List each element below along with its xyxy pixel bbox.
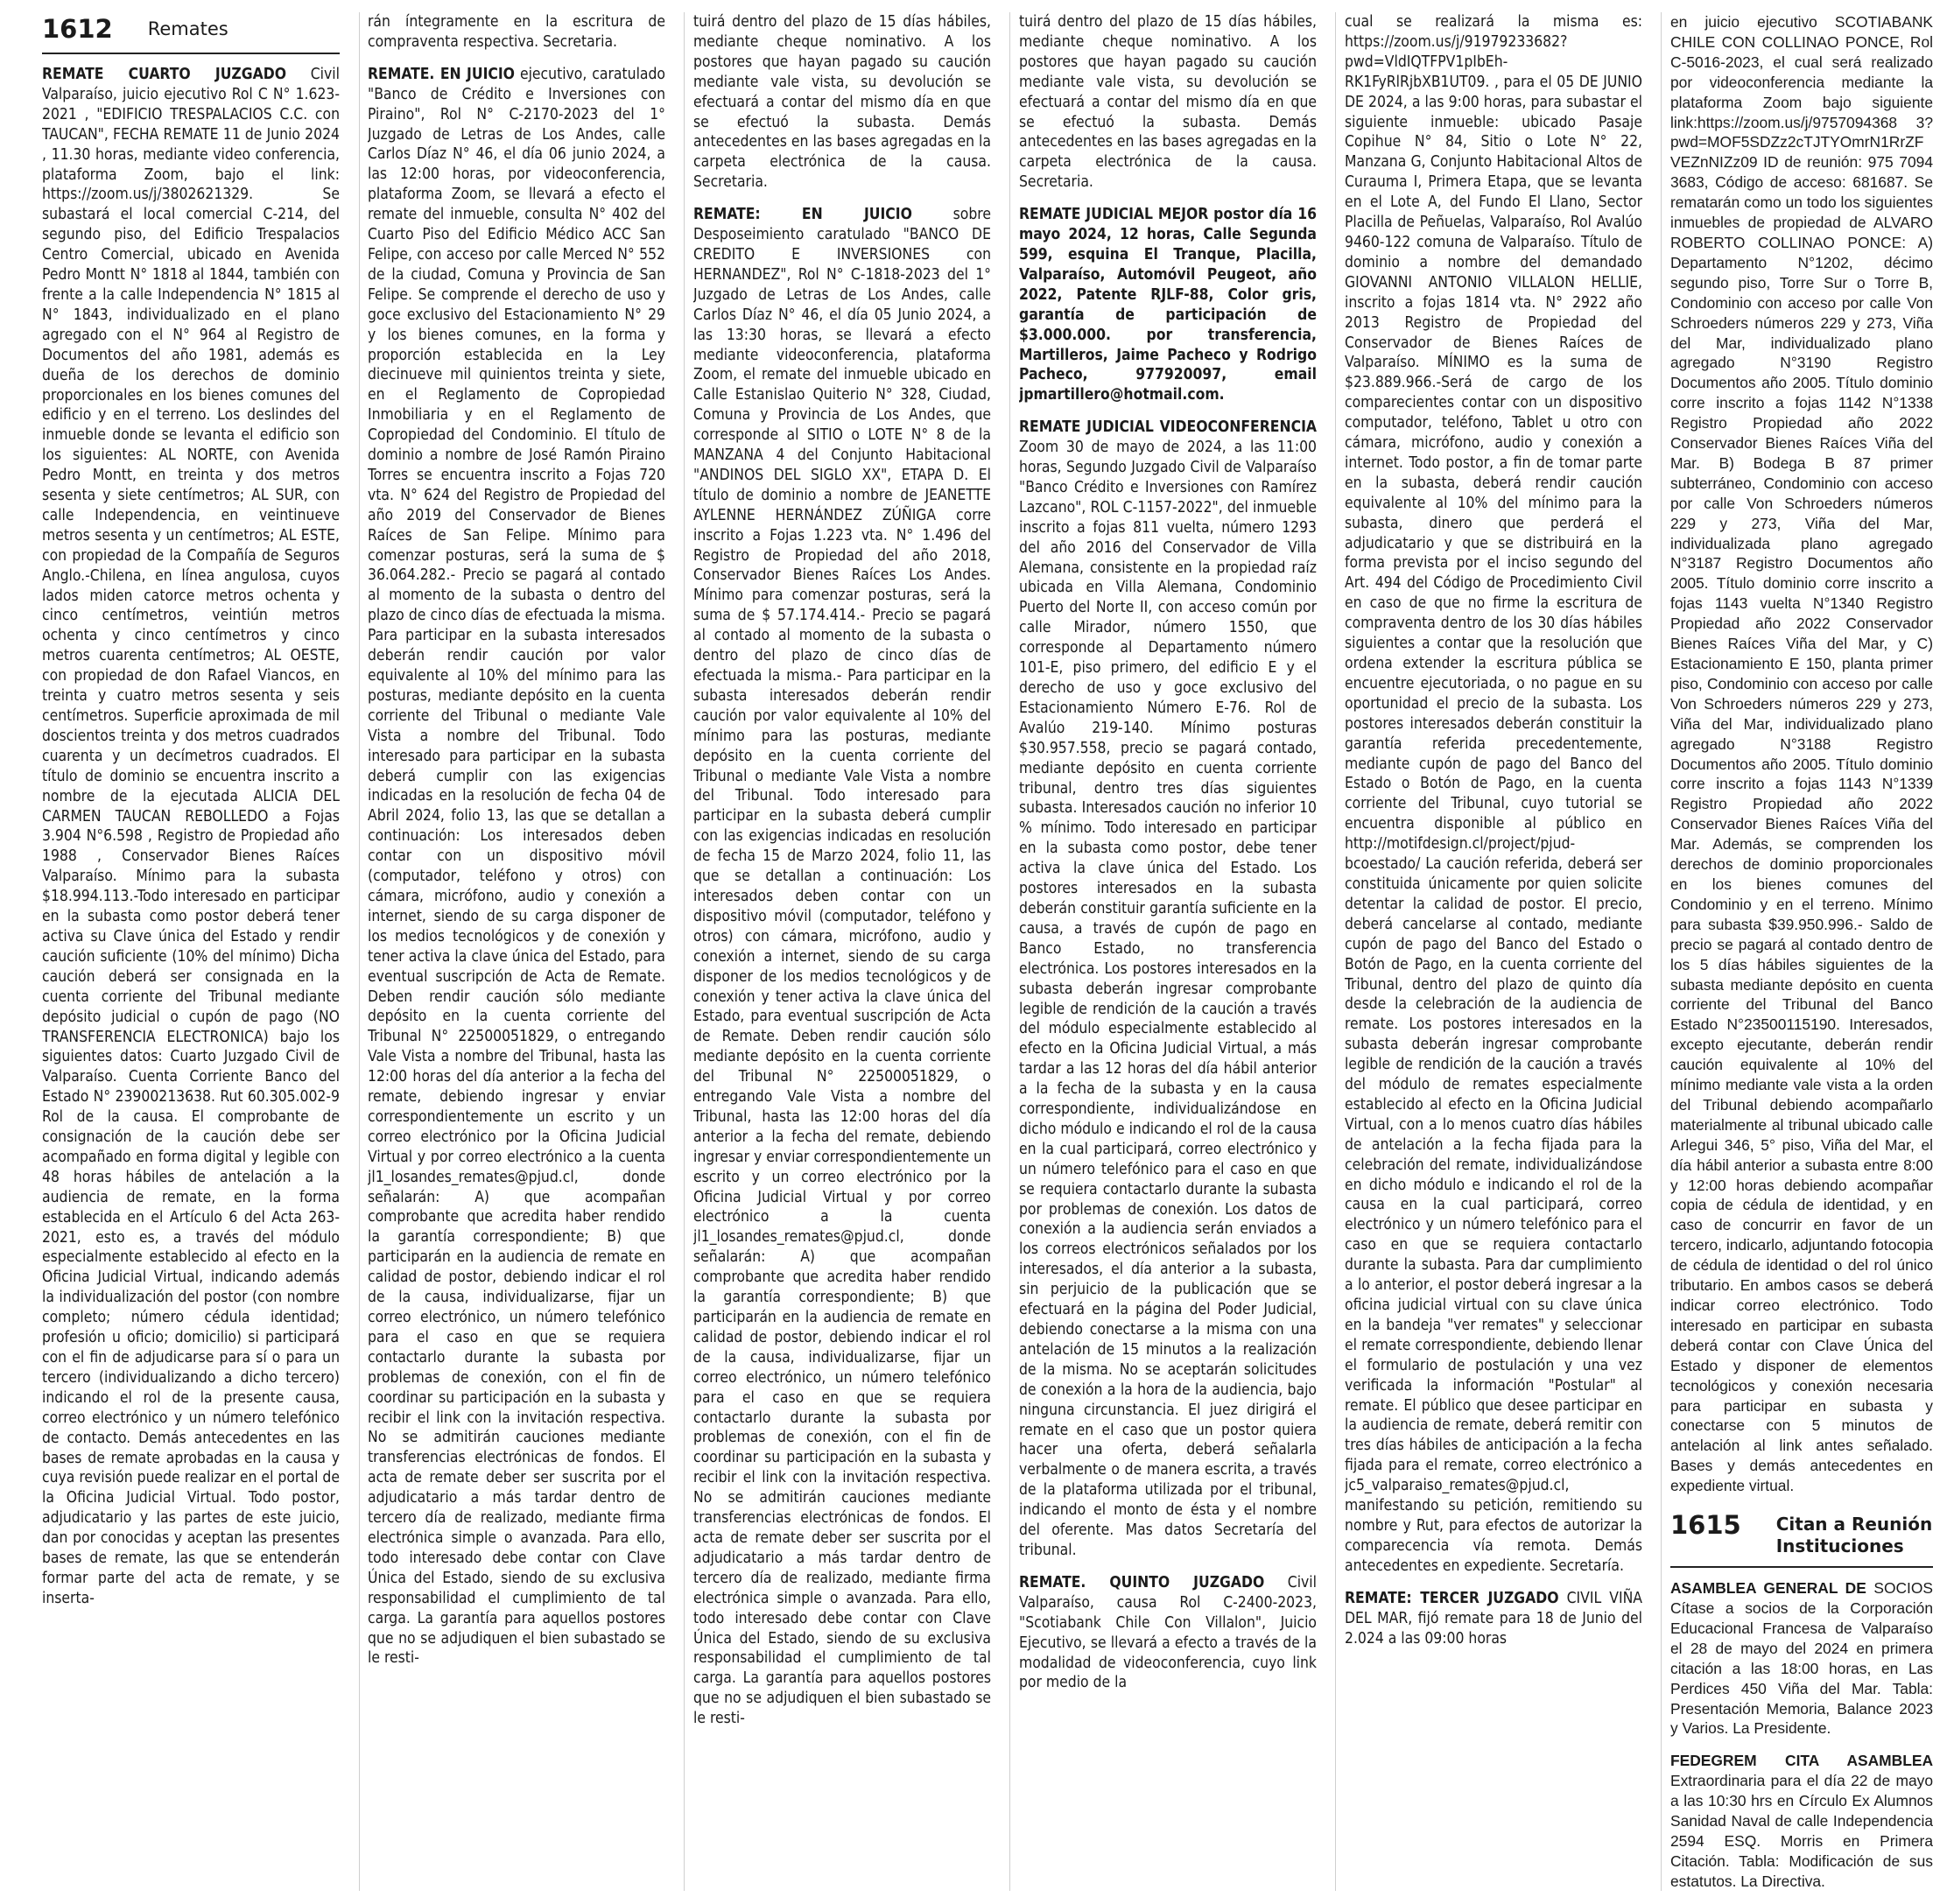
notices [1345, 12, 1642, 1648]
notice-text: tuirá dentro del plazo de 15 días hábiles, mediante cheque nominativo. A los postores que hayan pagado su caución mediante vale vista, su devolución se efectuará a contar del mismo día en que se efectuó la subasta. Demás antecedentes en las bases agregadas en la carpeta electrónica de la causa. Secretaria. [1019, 13, 1317, 192]
notice [693, 12, 991, 193]
notice [1019, 12, 1317, 193]
notice-lead: REMATE. EN JUICIO [368, 65, 515, 83]
notice [368, 12, 665, 53]
section-title: Remates [147, 18, 228, 39]
column-2 [368, 12, 665, 1891]
column-3 [693, 12, 991, 1891]
notice-text: CIVIL VIÑA DEL MAR, fijó remate para 18 de Junio del 2.024 a las 09:00 horas [1345, 1589, 1642, 1648]
notice [1670, 12, 1933, 1496]
notice-text: en juicio ejecutivo SCOTIABANK CHILE CON COLLINAO PONCE, Rol C-5016-2023, el cual será realizado por videoconferencia mediante la plataforma Zoom bajo siguiente link:https://zoom.us/j/9757094368 3?pwd=MOF5SDZz2cTJTYOmrN1RrZF VEZnNIZz09 ID de reunión: 975 7094 3683, Código de acceso: 681687. Se rematarán como un todo los siguientes inmuebles de propiedad de ALVARO ROBERTO COLLINAO PONCE: A) Departamento N°1202, décimo segundo piso, Torre Sur o Torre B, Condominio con acceso por calle Von Schroeders números 229 y 273, Viña del Mar, individualizado plano agregado N°3190 Registro Documentos año 2005. Título dominio corre inscrito a fojas 1142 N°1338 Registro Propiedad año 2022 Conservador Bienes Raíces Viña del Mar. B) Bodega B 87 primer subterráneo, Condominio con acceso por calle Von Schroeders números 229 y 273, Viña del Mar, individualizada plano agregado N°3187 Registro Documentos año 2005. Título dominio corre inscrito a fojas 1143 vuelta N°1340 Registro Propiedad año 2022 Conservador Bienes Raíces Viña del Mar, y C) Estacionamiento E 150, planta primer piso, Condominio con acceso por calle Von Schroeders números 229 y 273, Viña del Mar, individualizado plano agregado N°3188 Registro Documentos año 2005. Título dominio corre inscrito a fojas 1143 N°1339 Registro Propiedad año 2022 Conservador Bienes Raíces Viña del Mar. Además, se comprenden los derechos de dominio proporcionales en los bienes comunes del Condominio y en el terreno. Mínimo para subasta $39.950.996.- Saldo de precio se pagará al contado dentro de los 5 días hábiles siguientes de la subasta mediante depósito en cuenta corriente del Tribunal del Banco Estado N°23500115190. Interesados, excepto ejecutante, deberán rendir caución equivalente al 10% del mínimo mediante vale vista a la orden del Tribunal debiendo acompañarlo materialmente al tribunal ubicado calle Arlegui 346, 5° piso, Viña del Mar, el día hábil anterior a subasta entre 8:00 y 12:00 horas debiendo acompañar copia de cédula de identidad, y en caso de concurrir en favor de un tercero, indicarlo, adjuntando fotocopia de cédula de identidad o del rol único tributario. En ambos casos se deberá indicar correo electrónico. Todo interesado en participar en subasta deberá contar con Clave Única del Estado y disponer de elementos tecnológicos y conexión necesaria para participar en subasta y conectarse con 5 minutos de antelación al link antes señalado. Bases y demás antecedentes en expediente virtual. [1670, 13, 1933, 1495]
notice-lead: REMATE. QUINTO JUZGADO [1019, 1573, 1265, 1591]
section-title: Citan a Reunión Instituciones [1775, 1514, 1933, 1557]
notice-lead: REMATE CUARTO JUZGADO [42, 66, 286, 83]
notice-lead: ASAMBLEA GENERAL DE [1670, 1579, 1866, 1598]
section-number: 1615 [1670, 1510, 1741, 1541]
notice-text: SOCIOS Cítase a socios de la Corporación Educacional Francesa de Valparaíso el 28 de mayo del 2024 en primera citación a las 18:00 horas, en Las Perdices 450 Viña del Mar. Tabla: Presentación Memoria, Balance 2023 y Varios. La Presidente. [1670, 1579, 1933, 1738]
notice [1019, 205, 1317, 405]
notice-text: cual se realizará la misma es: https://zoom.us/j/91979233682?pwd=VldIQTFPV1pIbEh-RK1FyRlRjbXB1UT09. , para el 05 DE JUNIO DE 2024, a las 9:00 horas, para subastar el siguiente inmueble: ubicado Pasaje Copihue N° 84, Sitio o Lote N° 22, Manzana G, Conjunto Habitacional Altos de Curauma I, Primera Etapa, que se levanta en el Lote A, del Fundo El Llano, Sector Placilla de Peñuelas, Valparaíso, Rol Avalúo 9460-122 comuna de Valparaíso. Título de dominio a nombre del demandado GIOVANNI ANTONIO VILLALON HELLIE, inscrito a fojas 1814 vta. N° 2922 año 2013 Registro de Propiedad del Conservador de Bienes Raíces de Valparaíso. MÍNIMO es la suma de $23.889.966.-Será de cargo de los comparecientes contar con un dispositivo computador, teléfono, Tablet u otro con cámara, micrófono, audio y conexión a internet. Todo postor, a fin de tomar parte en la subasta, deberá rendir caución equivalente al 10% del mínimo para la subasta, dinero que perderá el adjudicatario y que se distribuirá en la forma prevista por el inciso segundo del Art. 494 del Código de Procedimiento Civil en caso de que no firme la escritura de compraventa dentro de los 30 días hábiles siguientes a contar que la resolución que ordena extender la escritura pública se encuentre ejecutoriada, o no pague en su oportunidad el precio de la subasta. Los postores interesados deberán constituir la garantía referida precedentemente, mediante cupón de pago del Banco del Estado o Botón de Pago, en la cuenta corriente del Tribunal, cuyo tutorial se encuentra disponible al público en http://motifdesign.cl/project/pjud-bcoestado/ La caución referida, deberá ser constituida únicamente por quien solicite detentar la calidad de postor. El precio, deberá cancelarse al contado, mediante cupón de pago del Banco del Estado o Botón de Pago, en la cuenta corriente del Tribunal, dentro del plazo de quinto día desde la celebración de la audiencia de remate. Los postores interesados en la subasta deberán ingresar comprobante legible de rendición de la caución a través del módulo de remates especialmente establecido al efecto en la Oficina Judicial Virtual, con a lo menos cuatro días hábiles de antelación a la fecha fijada para la celebración del remate, individualizándose en dicho módulo e indicando el rol de la causa en la cual participará, correo electrónico y un número telefónico para el caso en que se requiera contactarlo durante la subasta. Para dar cumplimiento a lo anterior, el postor deberá ingresar a la oficina judicial virtual con su clave única en la bandeja "ver remates" y seleccionar el remate correspondiente, debiendo llenar el formulario de postulación y una vez verificada la información "Postular" al remate. El público que desee participar en la audiencia de remate, deberá remitir con tres días hábiles de anticipación a la fecha fijada para el remate, correo electrónico a jc5_valparaiso_remates@pjud.cl, manifestando su petición, remitiendo su nombre y Rut, para efectos de autorizar la comparecencia vía remota. Demás antecedentes en expediente. Secretaría. [1345, 13, 1642, 1575]
notices [693, 12, 991, 1729]
notice-lead: REMATE: TERCER JUZGADO [1345, 1589, 1559, 1607]
notice [368, 65, 665, 1669]
notices [1019, 12, 1317, 1693]
notice-lead: REMATE JUDICIAL MEJOR postor día 16 mayo 2024, 12 horas, Calle Segunda 599, esquina El Tranque, Placilla, Valparaíso, Automóvil Peugeot, año 2022, Patente RJLF-88, Color gris, garantía de participación de $3.000.000. por transferencia, Martilleros, Jaime Pacheco y Rodrigo Pacheco, 977920097, email jpmartillero@hotmail.com. [1019, 206, 1317, 404]
notice-lead: FEDEGREM CITA ASAMBLEA [1670, 1752, 1933, 1770]
column-6 [1670, 12, 1933, 1891]
column-1 [42, 12, 340, 1891]
column-5 [1345, 12, 1642, 1891]
column-divider [359, 12, 360, 1891]
section-header [42, 12, 340, 54]
notices [1670, 12, 1933, 1496]
notice-text: tuirá dentro del plazo de 15 días hábiles, mediante cheque nominativo. A los postores que hayan pagado su caución mediante vale vista, su devolución se efectuará a contar del mismo día en que se efectuó la subasta. Demás antecedentes en las bases agregadas en la carpeta electrónica de la causa. Secretaria. [693, 13, 991, 192]
column-4 [1019, 12, 1317, 1891]
notices [368, 12, 665, 1669]
notices [1670, 1578, 1933, 1891]
column-divider [1335, 12, 1336, 1891]
section-header-1615 [1670, 1508, 1933, 1568]
notice-text: sobre Desposeimiento caratulado "BANCO DE CREDITO E INVERSIONES con HERNANDEZ", Rol N° C-1818-2023 del 1° Juzgado de Letras de Los Andes, calle Carlos Díaz N° 46, el día 05 Junio 2024, a las 13:30 horas, se llevará a efecto mediante videoconferencia, plataforma Zoom, el remate del inmueble ubicado en Calle Estanislao Quiterio N° 328, Ciudad, Comuna y Provincia de Los Andes, que corresponde al SITIO o LOTE N° 8 de la MANZANA 4 del Conjunto Habitacional "ANDINOS DEL SIGLO XX", ETAPA D. El título de dominio a nombre de JEANETTE AYLENNE HERNÁNDEZ ZÚÑIGA corre inscrito a Fojas 1.223 vta. N° 1.496 del Registro de Propiedad del año 2018, Conservador Bienes Raíces Los Andes. Mínimo para comenzar posturas, será la suma de $ 57.174.414.- Precio se pagará al contado al momento de la subasta o dentro del plazo de cinco días de efectuada la misma.- Para participar en la subasta interesados deberán rendir caución por valor equivalente al 10% del mínimo para las posturas, mediante depósito en la cuenta corriente del Tribunal o mediante Vale Vista a nombre del Tribunal. Todo interesado para participar en la subasta deberá cumplir con las exigencias indicadas en resolución de fecha 15 de Marzo 2024, folio 11, las que se detallan a continuación: Los interesados deben contar con un dispositivo móvil (computador, teléfono y otros) con cámara, micrófono, audio y conexión a internet, siendo de su carga disponer de los medios tecnológicos y de conexión y tener activa la clave única del Estado, para eventual suscripción de Acta de Remate. Deben rendir caución sólo mediante depósito en la cuenta corriente del Tribunal N° 22500051829, o entregando Vale Vista a nombre del Tribunal, hasta las 12:00 horas del día anterior a la fecha del remate, debiendo ingresar y enviar correspondientemente un escrito y un correo electrónico por la Oficina Judicial Virtual y por correo electrónico a la cuenta jl1_losandes_remates@pjud.cl, donde señalarán: A) que acompañan comprobante que acredita haber rendido la garantía correspondiente; B) que participarán en la audiencia de remate en calidad de postor, debiendo indicar el rol de la causa, individualizarse, fijar un correo electrónico, un número telefónico para el caso en que se requiera contactarlo durante la subasta por problemas de conexión, con el fin de coordinar su participación en la subasta y recibir el link con la invitación respectiva. No se admitirán cauciones mediante transferencias electrónicas de fondos. El acta de remate deber ser suscrita por el adjudicatario a más tardar dentro de tercero día de realizado, mediante firma electrónica simple o avanzada. Para ello, todo interesado debe contar con Clave Única del Estado, siendo de su exclusiva responsabilidad el cumplimiento de tal carga. La garantía para aquellos postores que no se adjudiquen el bien subastado se le resti- [693, 206, 991, 1728]
notice [42, 65, 340, 1609]
notice [1670, 1578, 1933, 1739]
notice [1019, 1573, 1317, 1693]
newspaper-page [42, 12, 1933, 1891]
notice-lead: REMATE: EN JUICIO [693, 206, 912, 224]
notice [1019, 418, 1317, 1561]
column-divider [684, 12, 685, 1891]
notice-text: Extraordinaria para el día 22 de mayo a las 10:30 hrs en Círculo Ex Alumnos Sanidad Naval de calle Independencia 2594 ESQ. Morris en Primera Citación. Tabla: Modificación de sus estatutos. La Directiva. [1670, 1772, 1933, 1890]
notice-text: Civil Valparaíso, juicio ejecutivo Rol C N° 1.623-2021 , "EDIFICIO TRESPALACIOS C.C. con TAUCAN", FECHA REMATE 11 de Junio 2024 , 11.30 horas, mediante video conferencia, plataforma Zoom, bajo el link: https://zoom.us/j/3802621329. Se subastará el local comercial C-214, del segundo piso, del Edificio Trespalacios Centro Comercial, ubicado en Avenida Pedro Montt N° 1818 al 1844, también con frente a la calle Independencia N° 1815 al N° 1843, individualizado en el plano agregado con el N° 964 al Registro de Documentos del año 1981, además es dueña de los derechos de dominio proporcionales en los bienes comunes del edificio y en el terreno. Los deslindes del inmueble donde se levanta el edificio son los siguientes: AL NORTE, con Avenida Pedro Montt, en treinta y dos metros sesenta y siete centímetros; AL SUR, con calle Independencia, en veintinueve metros sesenta y un centímetros; AL ESTE, con propiedad de la Compañía de Seguros Anglo.-Chilena, en línea angulosa, cuyos lados miden catorce metros ochenta y cinco centímetros, veintiún metros ochenta y cinco centímetros y cinco metros cuarenta centímetros; AL OESTE, con propiedad de don Rafael Viancos, en treinta y cuatro metros sesenta y seis centímetros. Superficie aproximada de mil doscientos treinta y dos metros cuadrados cuarenta y un decímetros cuadrados. El título de dominio se encuentra inscrito a nombre de la ejecutada ALICIA DEL CARMEN TAUCAN REBOLLEDO a Fojas 3.904 N°6.598 , Registro de Propiedad año 1988 , Conservador Bienes Raíces Valparaíso. Mínimo para la subasta $18.994.113.-Todo interesado en participar en la subasta como postor deberá tener activa su Clave única del Estado y rendir caución suficiente (10% del mínimo) Dicha caución deberá ser consignada en la cuenta corriente del Tribunal mediante depósito judicial o cupón de pago (NO TRANSFERENCIA ELECTRONICA) bajo los siguientes datos: Cuarto Juzgado Civil de Valparaíso. Cuenta Corriente Banco del Estado N° 23900213638. Rut 60.305.002-9 Rol de la causa. El comprobante de consignación de la caución debe ser acompañado en forma digital y legible con 48 horas hábiles de antelación a la audiencia de remate, en la forma establecida en el Artículo 6 del Acta 263-2021, esto es, a través del módulo especialmente establecido al efecto en la Oficina Judicial Virtual, indicando además la individualización del postor (con nombre completo; número cédula identidad; profesión u oficio; domicilio) si participará con el fin de adjudicarse para sí o para un tercero (individualizando a dicho tercero) indicando el rol de la presente causa, correo electrónico y un número telefónico de contacto. Demás antecedentes en las bases de remate aprobadas en la causa y cuya revisión puede realizar en el portal de la Oficina Judicial Virtual. Todo postor, adjudicatario y las partes de este juicio, dan por conocidas y aceptan las presentes bases de remate, las que se entenderán formar parte del acta de remate, y se inserta- [42, 66, 340, 1607]
column-divider [1661, 12, 1662, 1891]
notice [1670, 1751, 1933, 1891]
notice-lead: REMATE JUDICIAL VIDEOCONFERENCIA [1019, 418, 1317, 437]
notice-text: ejecutivo, caratulado "Banco de Crédito e Inversiones con Piraino", Rol N° C-2170-2023 del 1° Juzgado de Letras de Los Andes, calle Carlos Díaz N° 46, el día 06 junio 2024, a las 12:00 horas, por videoconferencia, plataforma Zoom, se llevará a efecto el remate del inmueble, consulta N° 402 del Cuarto Piso del Edificio Médico ACC San Felipe, con acceso por calle Merced N° 552 de la ciudad, Comuna y Provincia de San Felipe. Se comprende el derecho de uso y goce exclusivo del Estacionamiento N° 29 y los bienes comunes, en la forma y proporción establecida en la Ley diecinueve mil quinientos treinta y siete, en el Reglamento de Copropiedad Inmobiliaria y en el Reglamento de Copropiedad del Condominio. El título de dominio a nombre de José Ramón Piraino Torres se encuentra inscrito a Fojas 720 vta. N° 624 del Registro de Propiedad del año 2019 del Conservador de Bienes Raíces de San Felipe. Mínimo para comenzar posturas, será la suma de $ 36.064.282.- Precio se pagará al contado al momento de la subasta o dentro del plazo de cinco días de efectuada la misma. Para participar en la subasta interesados deberán rendir caución por valor equivalente al 10% del mínimo para las posturas, mediante depósito en la cuenta corriente del Tribunal o mediante Vale Vista a nombre del Tribunal. Todo interesado para participar en la subasta deberá cumplir con las exigencias indicadas en la resolución de fecha 04 de Abril 2024, folio 13, las que se detallan a continuación: Los interesados deben contar con un dispositivo móvil (computador, teléfono y otros) con cámara, micrófono, audio y conexión a internet, siendo de su carga disponer de los medios tecnológicos y de conexión y tener activa la clave única del Estado, para eventual suscripción de Acta de Remate. Deben rendir caución sólo mediante depósito en la cuenta corriente del Tribunal N° 22500051829, o entregando Vale Vista a nombre del Tribunal, hasta las 12:00 horas del día anterior a la fecha del remate, debiendo ingresar y enviar correspondientemente un escrito y un correo electrónico por la Oficina Judicial Virtual y por correo electrónico a la cuenta jl1_losandes_remates@pjud.cl, donde señalarán: A) que acompañan comprobante que acredita haber rendido la garantía correspondiente; B) que participarán en la audiencia de remate en calidad de postor, debiendo indicar el rol de la causa, individualizarse, fijar un correo electrónico, un número telefónico para el caso en que se requiera contactarlo durante la subasta por problemas de conexión, con el fin de coordinar su participación en la subasta y recibir el link con la invitación respectiva. No se admitirán cauciones mediante transferencias electrónicas de fondos. El acta de remate deber ser suscrita por el adjudicatario a más tardar dentro de tercero día de realizado, mediante firma electrónica simple o avanzada. Para ello, todo interesado debe contar con Clave Única del Estado, siendo de su exclusiva responsabilidad el cumplimiento de tal carga. La garantía para aquellos postores que no se adjudiquen el bien subastado se le resti- [368, 65, 665, 1668]
notice-text: Civil Valparaíso, causa Rol C-2400-2023, "Scotiabank Chile Con Villalon", Juicio Ejecutivo, se llevará a efecto a través de la modalidad de videoconferencia, cuyo link por medio de la [1019, 1573, 1317, 1692]
notice-text: rán íntegramente en la escritura de compraventa respectiva. Secretaria. [368, 13, 665, 51]
page-number: 1612 [42, 14, 113, 44]
notice-text: Zoom 30 de mayo de 2024, a las 11:00 horas, Segundo Juzgado Civil de Valparaíso "Banco Crédito e Inversiones con Ramírez Lazcano", ROL C-1157-2022", del inmueble inscrito a fojas 811 vuelta, número 1293 del año 2016 del Conservador de Villa Alemana, consistente en la propiedad raíz ubicada en Villa Alemana, Condominio Puerto del Norte II, con acceso común por calle Mirador, número 1550, que corresponde al Departamento número 101-E, piso primero, del edificio E y el derecho de uso y goce exclusivo del Estacionamiento Número E-76. Rol de Avalúo 219-140. Mínimo posturas $30.957.558, precio se pagará contado, mediante depósito en cuenta corriente tribunal, dentro tres días siguientes subasta. Interesados caución no inferior 10 % mínimo. Todo interesado en participar en la subasta como postor, debe tener activa la clave única del Estado. Los postores interesados en la subasta deberán constituir garantía suficiente en la causa, a través de cupón de pago en Banco Estado, no transferencia electrónica. Los postores interesados en la subasta deberán ingresar comprobante legible de rendición de la caución a través del módulo especialmente establecido al efecto en la Oficina Judicial Virtual, a más tardar a las 12 horas del día hábil anterior a la fecha de la subasta y en la causa correspondiente, individualizándose en dicho módulo e indicando el rol de la causa en la cual participará, correo electrónico y un número telefónico para el caso en que se requiera contactarlo durante la subasta por problemas de conexión. Los datos de conexión a la audiencia serán enviados a los correos electrónicos señalados por los interesados, el día anterior a la subasta, sin perjuicio de la publicación que se efectuará en la página del Poder Judicial, debiendo conectarse a la misma con una antelación de 15 minutos a la realización de la misma. No se aceptarán solicitudes de conexión a la hora de la audiencia, bajo ninguna circunstancia. El juez dirigirá el remate en el caso que un postor quiera hacer una oferta, deberá señalarla verbalmente o de manera escrita, a través de la plataforma utilizada por el tribunal, indicando el monto de ésta y el nombre del oferente. Mas datos Secretaría del tribunal. [1019, 439, 1317, 1559]
column-divider [1009, 12, 1010, 1891]
notice [693, 205, 991, 1729]
notice [1345, 1589, 1642, 1649]
notice [1345, 12, 1642, 1577]
notices [42, 65, 340, 1609]
